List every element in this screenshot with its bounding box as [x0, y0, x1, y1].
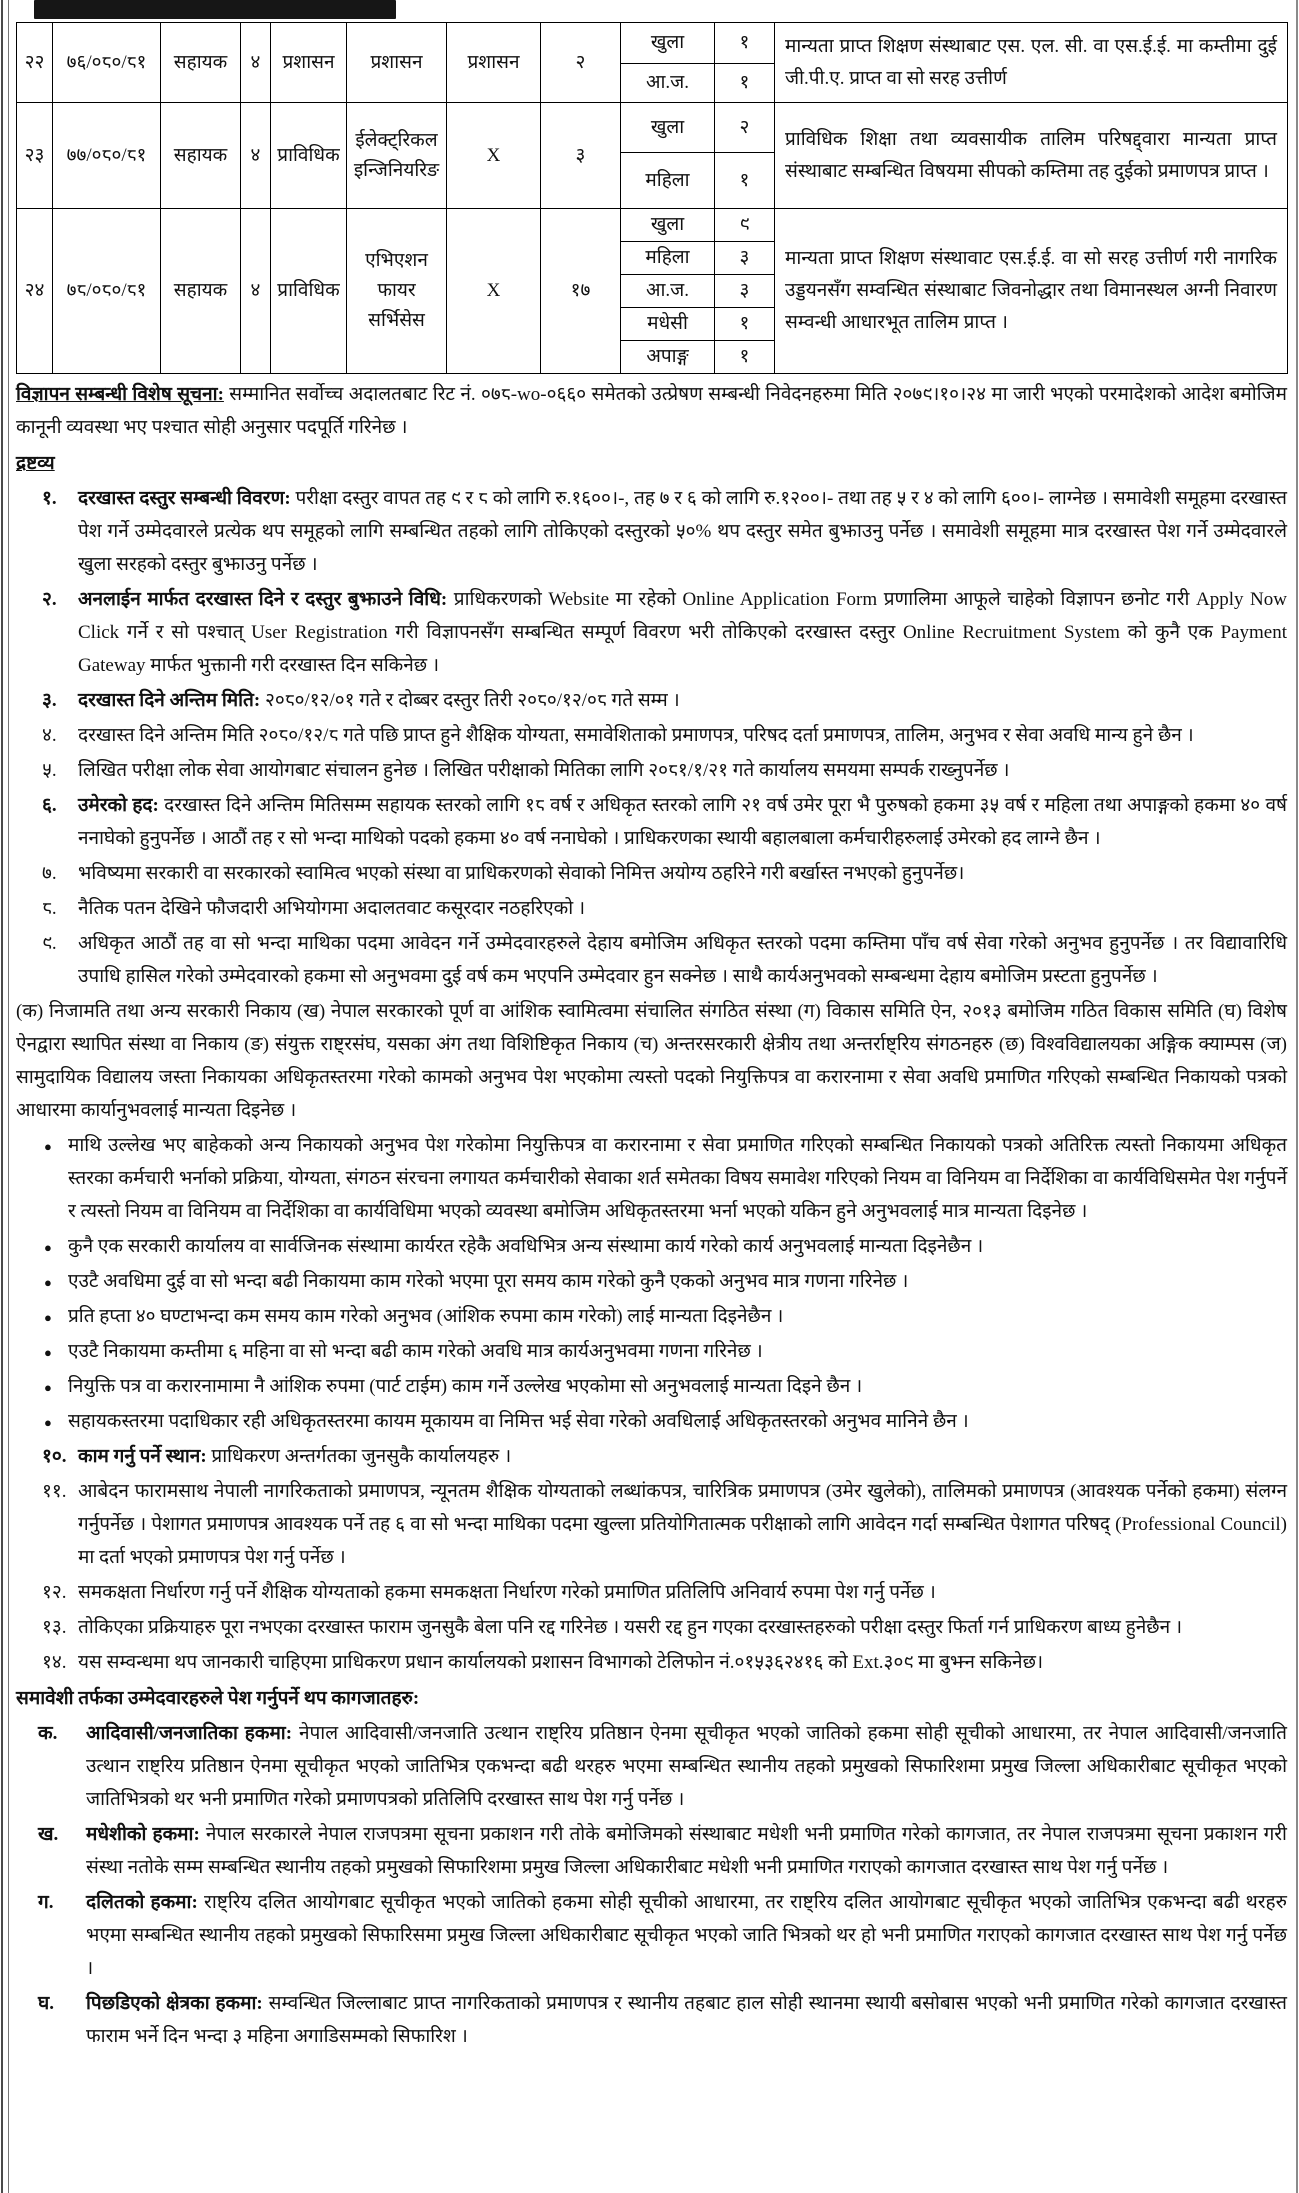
top-banner-remnant — [34, 0, 396, 19]
cell-post: सहायक — [161, 209, 241, 374]
bullet-text: माथि उल्लेख भए बाहेकको अन्य निकायको अनुभव पेश गरेकोमा नियुक्तिपत्र वा करारनामा र सेवा प्रमाणित गरिएको सम्बन्धित निकायको पत्रको अतिरिक्त त्यस्तो निकायमा अधिकृत स्तरका कर्मचारी भर्नाको प्रक्रिया, योग्यता, संगठन संरचना लगायत कर्मचारीको सेवाका शर्त समेतका विषय समावेश गरिएको नियम वा विनियम वा निर्देशिका वा कार्यविधिसमेत पेश गर्नुपर्ने र त्यस्तो नियम वा विनियम वा निर्देशिका वा कार्यविधिमा भएको व्यवस्था बमोजिम अधिकृतस्तरमा भर्ना भएको यकिन हुने अनुभवलाई मात्र मान्यता दिइनेछ । — [68, 1135, 1287, 1222]
item-letter: घ. — [38, 1993, 54, 2014]
item-text: सम्वन्धित जिल्लाबाट प्राप्त नागरिकताको प्रमाणपत्र र स्थानीय तहबाट हाल सोही स्थानमा स्थायी बसोबास भएको भनी प्रमाणित गरेको कागजात दरखास्त फाराम भर्ने दिन भन्दा ३ महिना अगाडिसम्मको सिफारिश । — [86, 1993, 1287, 2047]
cell-service: प्राविधिक — [271, 209, 347, 374]
note-item-3 — [16, 684, 1287, 717]
experience-bodies-clause: (क) निजामति तथा अन्य सरकारी निकाय (ख) नेपाल सरकारको पूर्ण वा आंशिक स्वामित्वमा संचालित संगठित संस्था (ग) विकास समिति ऐन, २०१३ बमोजिम गठित विकास समिति (घ) विशेष ऐनद्वारा स्थापित संस्था वा निकाय (ङ) संयुक्त राष्ट्रसंघ, यसका अंग तथा विशिष्टिकृत निकाय (च) अन्तरसरकारी क्षेत्रीय तथा अन्तर्राष्ट्रिय संगठनहरु (छ) विश्वविद्यालयका अङ्गिक क्याम्पस (ज) सामुदायिक विद्यालय जस्ता निकायका अधिकृतस्तरमा गरेको कामको अनुभव पेश भएकोमा त्यस्तो पदको नियुक्तिपत्र वा करारनामा र सेवा अवधि प्रमाणित गरिएको सम्बन्धित निकायको पत्रको आधारमा कार्यानुभवलाई मान्यता दिइनेछ । — [16, 1001, 1287, 1121]
bullet-icon: ● — [44, 1310, 52, 1325]
item-text: नेपाल आदिवासी/जनजाति उत्थान राष्ट्रिय प्रतिष्ठान ऐनमा सूचीकृत भएको जातिको हकमा सोही सूचीको आधारमा, तर नेपाल आदिवासी/जनजाति उत्थान राष्ट्रिय प्रतिष्ठान ऐनमा सूचीकृत भएको जातिभित्र एकभन्दा बढी थरहरु भएमा सम्बन्धित स्थानीय तहको प्रमुखको सिफारिशमा प्रमुख जिल्ला अधिकारीबाट सूचीकृत भएको जातिभित्रको थर भनी प्रमाणित गरेको प्रमाणपत्रको प्रतिलिपि दरखास्त साथ पेश गर्नु पर्नेछ । — [86, 1723, 1287, 1810]
bullet-item-7 — [16, 1405, 1287, 1438]
inclusive-item-backward-area — [16, 1987, 1287, 2053]
cell-quota-category: खुला — [621, 209, 715, 242]
item-letter: क. — [38, 1723, 58, 1744]
cell-quota-category: आ.ज. — [621, 64, 715, 103]
bullet-text: सहायकस्तरमा पदाधिकार रही अधिकृतस्तरमा कायम मूकायम वा निमित्त भई सेवा गरेको अवधिलाई अधिकृतस्तरको अनुभव मानिने छैन । — [68, 1411, 969, 1432]
item-text: तोकिएका प्रक्रियाहरु पूरा नभएका दरखास्त फाराम जुनसुकै बेला पनि रद्द गरिनेछ । यसरी रद्द हुन गएका दरखास्तहरुको परीक्षा दस्तुर फिर्ता गर्न प्राधिकरण बाध्य हुनेछैन । — [78, 1617, 1183, 1638]
item-number: १२. — [42, 1582, 67, 1603]
bullet-text: कुनै एक सरकारी कार्यालय वा सार्वजिनक संस्थामा कार्यरत रहेकै अवधिभित्र अन्य संस्थामा कार्य गरेको कार्य अनुभवलाई मान्यता दिइनेछैन । — [68, 1236, 984, 1257]
cell-quota-category: मधेसी — [621, 308, 715, 341]
note-item-10 — [16, 1440, 1287, 1473]
bullet-item-3 — [16, 1265, 1287, 1298]
inclusive-item-dalit — [16, 1886, 1287, 1985]
bullet-item-5 — [16, 1335, 1287, 1368]
cell-quota-count: १ — [715, 308, 775, 341]
bullet-text: एउटै अवधिमा दुई वा सो भन्दा बढी निकायमा काम गरेको भएमा पूरा समय काम गरेको कुनै एकको अनुभव मात्र गणना गरिनेछ । — [68, 1271, 909, 1292]
special-notice-label: विज्ञापन सम्बन्धी विशेष सूचना: — [16, 384, 224, 405]
cell-advt-no: ७६/०८०/८१ — [53, 23, 161, 103]
note-item-5 — [16, 754, 1287, 787]
item-text: दरखास्त दिने अन्तिम मितिसम्म सहायक स्तरको लागि १८ वर्ष र अधिकृत स्तरको लागि २१ वर्ष उमेर पूरा भै पुरुषको हकमा ३५ वर्ष र महिला तथा अपाङ्गको हकमा ४० वर्ष ननाघेको हुनुपर्नेछ । आठौं तह र सो भन्दा माथिको पदको हकमा ४० वर्ष ननाघेको । प्राधिकरणका स्थायी बहालबाला कर्मचारीहरुलाई उमेरको हद लाग्ने छैन । — [78, 795, 1287, 849]
item-number: १४. — [42, 1652, 67, 1673]
bullet-icon: ● — [44, 1139, 52, 1154]
cell-group: प्रशासन — [347, 23, 447, 103]
cell-quota-count: ३ — [715, 242, 775, 275]
cell-quota-category: आ.ज. — [621, 275, 715, 308]
item-head: मधेशीको हकमा: — [86, 1824, 200, 1845]
item-number: ४. — [42, 725, 57, 746]
inclusive-item-adivasi — [16, 1717, 1287, 1816]
cell-subgroup: X — [447, 103, 541, 209]
item-head: दलितको हकमा: — [86, 1892, 198, 1913]
item-text: आबेदन फारामसाथ नेपाली नागरिकताको प्रमाणपत्र, न्यूनतम शैक्षिक योग्यताको लब्धांकपत्र, चारित्रिक प्रमाणपत्र (उमेर खुलेको), तालिमको प्रमाणपत्र (आवश्यक पर्नेको हकमा) संलग्न गर्नुपर्नेछ । पेशागत प्रमाणपत्र आवश्यक पर्ने तह ६ वा सो भन्दा माथिका पदमा खुल्ला प्रतियोगितात्मक परीक्षाको लागि आवेदन गर्दा सम्बन्धित पेशागत परिषद् (Professional Council) मा दर्ता भएको प्रमाणपत्र पेश गर्नु पर्नेछ । — [78, 1481, 1287, 1568]
cell-remarks: मान्यता प्राप्त शिक्षण संस्थाबाट एस. एल. सी. वा एस.ई.ई. मा कम्तीमा दुई जी.पी.ए. प्राप्त वा सो सरह उत्तीर्ण — [775, 23, 1288, 103]
item-text: दरखास्त दिने अन्तिम मिति २०८०/१२/८ गते पछि प्राप्त हुने शैक्षिक योग्यता, समावेशिताको प्रमाणपत्र, परिषद दर्ता प्रमाणपत्र, तालिम, अनुभव र सेवा अवधि मान्य हुने छैन । — [78, 725, 1194, 746]
item-text: प्राधिकरणको Website मा रहेको Online Application Form प्रणालिमा आफूले चाहेको विज्ञापन छनोट गरी Apply Now Click गर्ने र सो पश्चात् User Registration गरी विज्ञापनसँग सम्बन्धित सम्पूर्ण विवरण भरी तोकिएको दरखास्त दस्तुर Online Recruitment System को कुनै एक Payment Gateway मार्फत भुक्तानी गरी दरखास्त दिन सकिनेछ । — [78, 589, 1287, 676]
note-item-4 — [16, 719, 1287, 752]
item-number: ६. — [42, 795, 57, 816]
item-text: भविष्यमा सरकारी वा सरकारको स्वामित्व भएको संस्था वा प्राधिकरणको सेवाको निमित्त अयोग्य ठहरिने गरी बर्खास्त नभएको हुनुपर्नेछ। — [78, 863, 965, 884]
note-item-1 — [16, 482, 1287, 581]
item-text: परीक्षा दस्तुर वापत तह ९ र ८ को लागि रु.१६००।-, तह ७ र ६ को लागि रु.१२००।- तथा तह ५ र ४ को लागि ६००।- लाग्नेछ । समावेशी समूहमा दरखास्त पेश गर्ने उम्मेदवारले प्रत्येक थप समूहको लागि सम्बन्धित तहको लागि तोकिएको दस्तुरको ५०% थप दस्तुर समेत बुझाउनु पर्नेछ । समावेशी समूहमा मात्र दरखास्त पेश गर्ने उम्मेदवारले खुला सरहको दस्तुर बुझाउनु पर्नेछ । — [78, 488, 1287, 575]
bullet-icon: ● — [44, 1345, 52, 1360]
cell-quota-count: २ — [715, 103, 775, 153]
item-head: अनलाईन मार्फत दरखास्त दिने र दस्तुर बुझाउने विधि: — [78, 589, 448, 610]
cell-quota-count: ३ — [715, 275, 775, 308]
cell-quota-count: १ — [715, 153, 775, 209]
item-head: पिछडिएको क्षेत्रका हकमा: — [86, 1993, 263, 2014]
cell-quota-category: महिला — [621, 153, 715, 209]
bullet-item-4 — [16, 1300, 1287, 1333]
cell-group: ईलेक्ट्रिकल इन्जिनियरिङ — [347, 103, 447, 209]
cell-quota-category: अपाङ्ग — [621, 341, 715, 374]
item-head: दरखास्त दस्तुर सम्बन्धी विवरण: — [78, 488, 291, 509]
note-item-12 — [16, 1576, 1287, 1609]
item-text: नैतिक पतन देखिने फौजदारी अभियोगमा अदालतवाट कसूरदार नठहरिएको । — [78, 898, 586, 919]
item-text: यस सम्वन्धमा थप जानकारी चाहिएमा प्राधिकरण प्रधान कार्यालयको प्रशासन विभागको टेलिफोन नं.०१५३६२४१६ को Ext.३०९ मा बुझ्न सकिनेछ। — [78, 1652, 1044, 1673]
note-item-7 — [16, 857, 1287, 890]
note-item-2 — [16, 583, 1287, 682]
item-number: ३. — [42, 690, 57, 711]
item-letter: ग. — [38, 1892, 54, 1913]
item-number: ५. — [42, 760, 57, 781]
cell-remarks: प्राविधिक शिक्षा तथा व्यवसायीक तालिम परिषद्द्वारा मान्यता प्राप्त संस्थाबाट सम्बन्धित विषयमा सीपको कम्तिमा तह दुईको प्रमाणपत्र प्राप्त । — [775, 103, 1288, 209]
cell-subgroup: X — [447, 209, 541, 374]
note-heading: द्रष्टव्य — [16, 453, 55, 474]
item-number: १. — [42, 488, 57, 509]
bullet-text: नियुक्ति पत्र वा करारनामामा नै आंशिक रुपमा (पार्ट टाईम) काम गर्ने उल्लेख भएकोमा सो अनुभवलाई मान्यता दिइने छैन । — [68, 1376, 863, 1397]
item-number: ९. — [42, 933, 57, 954]
item-head: आदिवासी/जनजातिका हकमा: — [86, 1723, 293, 1744]
item-text: राष्ट्रिय दलित आयोगबाट सूचीकृत भएको जातिको हकमा सोही सूचीको आधारमा, तर राष्ट्रिय दलित आयोगबाट सूचीकृत भएको जातिभित्र एकभन्दा बढी थरहरु भएमा सम्बन्धित स्थानीय तहको प्रमुखको सिफारिसमा प्रमुख जिल्ला अधिकारीबाट सूचीकृत भएको जाति भित्रको थर हो भनी प्रमाणित गराएको कागजात दरखास्त साथ पेश गर्नु पर्नेछ । — [86, 1892, 1287, 1979]
special-notice — [16, 378, 1287, 444]
item-number: २. — [42, 589, 57, 610]
note-item-9 — [16, 927, 1287, 993]
item-head: उमेरको हद: — [78, 795, 159, 816]
cell-sn: २३ — [17, 103, 53, 209]
note-item-14 — [16, 1646, 1287, 1679]
cell-level: ४ — [241, 209, 271, 374]
item-text: २०८०/१२/०१ गते र दोब्बर दस्तुर तिरी २०८०/१२/०८ गते सम्म । — [260, 690, 680, 711]
cell-quota-count: १ — [715, 341, 775, 374]
cell-quota-count: ९ — [715, 209, 775, 242]
cell-service: प्राविधिक — [271, 103, 347, 209]
item-text: अधिकृत आठौं तह वा सो भन्दा माथिका पदमा आवेदन गर्ने उम्मेदवारहरुले देहाय बमोजिम अधिकृत स्तरको पदमा कम्तिमा पाँच वर्ष सेवा गरेको अनुभव हुनुपर्नेछ । तर विद्यावारिधि उपाधि हासिल गरेको उम्मेदवारको हकमा सो अनुभवमा दुई वर्ष कम भएपनि उम्मेदवार हुन सक्नेछ । साथै कार्यअनुभवको सम्बन्धमा देहाय बमोजिम प्रस्टता हुनुपर्नेछ । — [78, 933, 1287, 987]
note-item-13 — [16, 1611, 1287, 1644]
item-number: ८. — [42, 898, 57, 919]
item-number: ७. — [42, 863, 57, 884]
table-row — [17, 23, 1288, 64]
cell-quota-count: १ — [715, 23, 775, 64]
cell-quota-category: खुला — [621, 103, 715, 153]
cell-remarks: मान्यता प्राप्त शिक्षण संस्थावाट एस.ई.ई. वा सो सरह उत्तीर्ण गरी नागरिक उड्डयनसँग सम्वन्धित संस्थाबाट जिवनोद्धार तथा विमानस्थल अग्नी निवारण सम्वन्धी आधारभूत तालिम प्राप्त । — [775, 209, 1288, 374]
cell-post: सहायक — [161, 103, 241, 209]
bullet-icon: ● — [44, 1240, 52, 1255]
cell-level: ४ — [241, 103, 271, 209]
item-head: दरखास्त दिने अन्तिम मिति: — [78, 690, 261, 711]
bullet-text: एउटै निकायमा कम्तीमा ६ महिना वा सो भन्दा बढी काम गरेको अवधि मात्र कार्यअनुभवमा गणना गरिनेछ । — [68, 1341, 763, 1362]
cell-level: ४ — [241, 23, 271, 103]
bullet-icon: ● — [44, 1275, 52, 1290]
cell-sn: २४ — [17, 209, 53, 374]
table-row — [17, 209, 1288, 242]
item-head: काम गर्नु पर्ने स्थान: — [78, 1446, 207, 1467]
inclusive-docs-heading: समावेशी तर्फका उम्मेदवारहरुले पेश गर्नुपर्ने थप कागजातहरु: — [16, 1688, 420, 1709]
cell-total: ३ — [541, 103, 621, 209]
item-number: १३. — [42, 1617, 67, 1638]
bullet-text: प्रति हप्ता ४० घण्टाभन्दा कम समय काम गरेको अनुभव (आंशिक रुपमा काम गरेको) लाई मान्यता दिइनेछैन । — [68, 1306, 784, 1327]
bullet-item-6 — [16, 1370, 1287, 1403]
item-number: ११. — [42, 1481, 67, 1502]
table-row — [17, 103, 1288, 153]
vacancy-table — [16, 22, 1288, 374]
special-notice-text: सम्मानित सर्वोच्च अदालतबाट रिट नं. ०७८-wo-०६६० समेतको उत्प्रेषण सम्बन्धी निवेदनहरुमा मिति २०७९।१०।२४ मा जारी भएको परमादेशको आदेश बमोजिम कानूनी व्यवस्था भए पश्चात सोही अनुसार पदपूर्ति गरिनेछ । — [16, 384, 1288, 438]
bullet-item-2 — [16, 1230, 1287, 1263]
cell-quota-count: १ — [715, 64, 775, 103]
bullet-item-1 — [16, 1129, 1287, 1228]
cell-sn: २२ — [17, 23, 53, 103]
cell-advt-no: ७८/०८०/८१ — [53, 209, 161, 374]
item-text: समकक्षता निर्धारण गर्नु पर्ने शैक्षिक योग्यताको हकमा समकक्षता निर्धारण गरेको प्रमाणित प्रतिलिपि अनिवार्य रुपमा पेश गर्नु पर्नेछ । — [78, 1582, 936, 1603]
item-text: नेपाल सरकारले नेपाल राजपत्रमा सूचना प्रकाशन गरी तोके बमोजिमको संस्थाबाट मधेशी भनी प्रमाणित गरेको कागजात, तर नेपाल राजपत्रमा सूचना प्रकाशन गरी संस्था नतोके सम्म सम्बन्धित स्थानीय तहको प्रमुखको सिफारिशमा प्रमुख जिल्ला अधिकारीबाट मधेशी भनी प्रमाणित गराएको कागजात दरखास्त साथ पेश गर्नु पर्नेछ । — [86, 1824, 1287, 1878]
bullet-icon: ● — [44, 1415, 52, 1430]
cell-quota-category: खुला — [621, 23, 715, 64]
cell-total: १७ — [541, 209, 621, 374]
cell-quota-category: महिला — [621, 242, 715, 275]
bullet-icon: ● — [44, 1380, 52, 1395]
item-text: प्राधिकरण अन्तर्गतका जुनसुकै कार्यालयहरु । — [206, 1446, 512, 1467]
cell-group: एभिएशन फायर सर्भिसेस — [347, 209, 447, 374]
cell-total: २ — [541, 23, 621, 103]
cell-advt-no: ७७/०८०/८१ — [53, 103, 161, 209]
cell-subgroup: प्रशासन — [447, 23, 541, 103]
item-number: १०. — [42, 1446, 67, 1467]
item-text: लिखित परीक्षा लोक सेवा आयोगबाट संचालन हुनेछ । लिखित परीक्षाको मितिका लागि २०८१/१/२१ गते कार्यालय समयमा सम्पर्क राख्नुपर्नेछ । — [78, 760, 1010, 781]
item-letter: ख. — [38, 1824, 59, 1845]
cell-service: प्रशासन — [271, 23, 347, 103]
inclusive-item-madhesi — [16, 1818, 1287, 1884]
cell-post: सहायक — [161, 23, 241, 103]
note-item-11 — [16, 1475, 1287, 1574]
note-item-8 — [16, 892, 1287, 925]
note-item-6 — [16, 789, 1287, 855]
